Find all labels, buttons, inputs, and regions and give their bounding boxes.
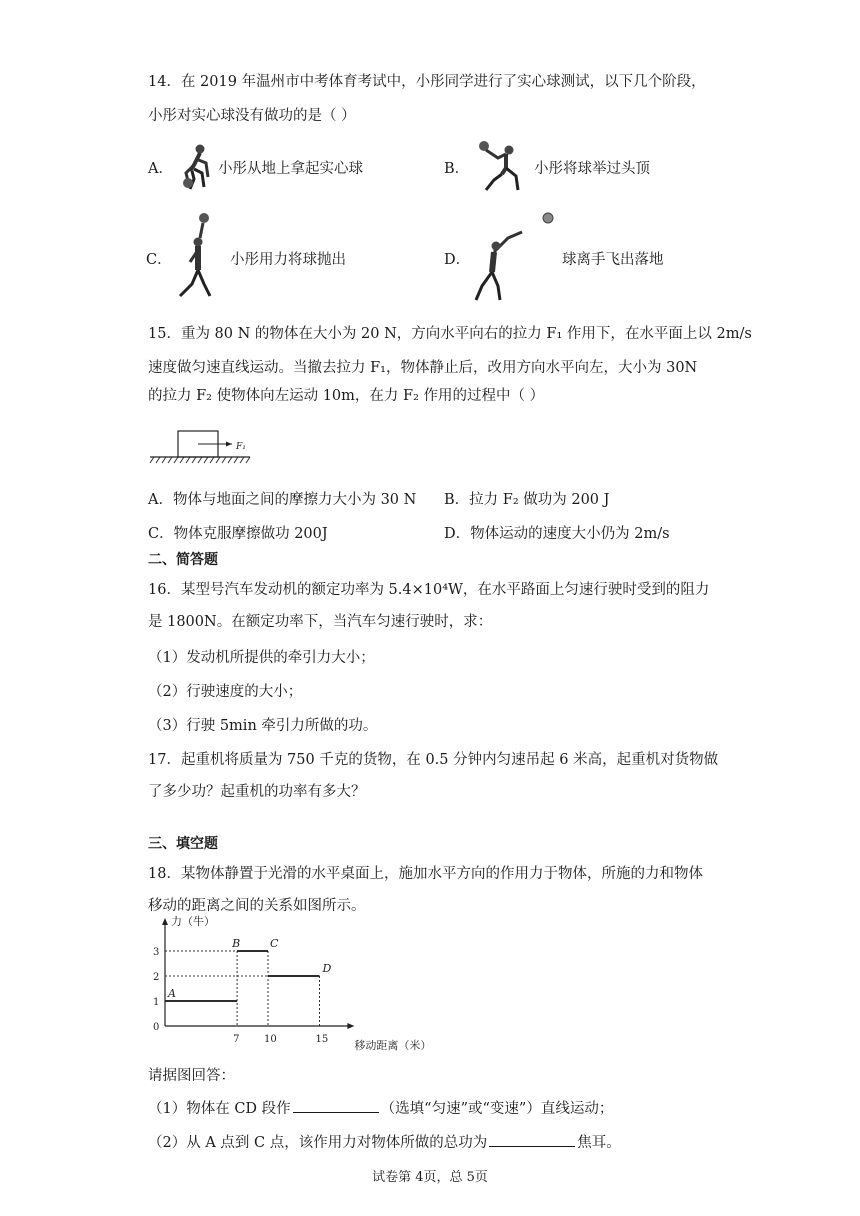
q15-stem-line1: 15．重为 80 N 的物体在大小为 20 N，方向水平向右的拉力 F₁ 作用下，在水平面上以 2m/s (148, 326, 752, 342)
q18-prompt: 请据图回答： (148, 1068, 235, 1084)
y-tick-label: 0 (153, 1022, 160, 1033)
q14-option-c-text: 小彤用力将球抛出 (230, 252, 346, 268)
q14-option-c-letter: C． (146, 252, 172, 268)
force-f1-label: F₁ (236, 442, 246, 452)
y-tick-label: 2 (153, 972, 160, 983)
q17-stem-line1: 17．起重机将质量为 750 千克的货物，在 0.5 分钟内匀速吊起 6 米高，起重机对货物做 (148, 752, 719, 768)
y-tick-label: 3 (153, 947, 160, 958)
q17-stem-line2: 了多少功？起重机的功率有多大？ (148, 784, 366, 800)
q14-option-b-text: 小彤将球举过头顶 (534, 161, 650, 177)
q15-option-d: D．物体运动的速度大小仍为 2m/s (444, 526, 670, 542)
section-heading-short-answer: 二、简答题 (148, 552, 218, 568)
q14-stem-line1: 14．在 2019 年温州市中考体育考试中，小彤同学进行了实心球测试，以下几个阶段， (148, 74, 706, 90)
section-heading-fill-blank: 三、填空题 (148, 836, 218, 852)
page-footer: 试卷第 4页，总 5页 (372, 1170, 488, 1185)
y-axis-title: 力（牛） (171, 915, 215, 928)
x-axis-arrow (347, 1023, 354, 1029)
q14-option-a-text: 小彤从地上拿起实心球 (218, 161, 363, 177)
q14-option-b-letter: B． (444, 161, 470, 177)
q18-sub2 (148, 1132, 621, 1153)
athlete-d-figure (468, 208, 558, 304)
athlete-a-figure (178, 143, 218, 191)
q18-sub2-suffix: 焦耳。 (577, 1135, 621, 1151)
force-distance-chart (140, 915, 432, 1052)
q16-sub1: （1）发动机所提供的牵引力大小； (148, 650, 375, 666)
q18-sub1-blank[interactable] (293, 1098, 379, 1113)
athlete-c-figure (172, 212, 222, 300)
q16-sub3: （3）行驶 5min 牵引力所做的功。 (148, 718, 378, 734)
y-axis-arrow (162, 918, 168, 925)
q18-stem-line2: 移动的距离之间的关系如图所示。 (148, 898, 366, 914)
point-label-c: C (270, 937, 279, 950)
q18-sub1-prefix: （1）物体在 CD 段作 (148, 1101, 291, 1117)
point-label-d: D (322, 962, 332, 975)
point-label-a: A (168, 987, 176, 1000)
q14-option-d-text: 球离手飞出落地 (562, 252, 664, 268)
q15-stem-line2: 速度做匀速直线运动。当撤去拉力 F₁，物体静止后，改用方向水平向左，大小为 30N (148, 360, 698, 376)
q16-stem-line2: 是 1800N。在额定功率下，当汽车匀速行驶时，求： (148, 614, 493, 630)
q14-stem-line2: 小彤对实心球没有做功的是（ ） (148, 108, 356, 124)
x-axis-title: 移动距离（米） (354, 1039, 432, 1052)
x-tick-label: 15 (315, 1034, 329, 1045)
q18-sub2-prefix: （2）从 A 点到 C 点，该作用力对物体所做的总功为 (148, 1135, 488, 1151)
q15-option-c: C．物体克服摩擦做功 200J (148, 526, 328, 542)
q18-sub2-blank[interactable] (489, 1132, 575, 1147)
q18-sub1 (148, 1098, 613, 1119)
q18-stem-line1: 18．某物体静置于光滑的水平桌面上，施加水平方向的作用力于物体，所施的力和物体 (148, 866, 703, 882)
athlete-b-figure (476, 140, 530, 194)
q16-sub2: （2）行驶速度的大小； (148, 684, 303, 700)
q14-option-d-letter: D． (444, 252, 471, 268)
x-tick-label: 10 (264, 1034, 277, 1045)
y-tick-label: 1 (153, 997, 160, 1008)
q14-option-a-letter: A． (148, 161, 173, 177)
block-force-diagram (150, 426, 260, 466)
q15-option-b: B．拉力 F₂ 做功为 200 J (444, 492, 610, 508)
q15-stem-line3: 的拉力 F₂ 使物体向左运动 10m，在力 F₂ 作用的过程中（ ） (148, 388, 545, 404)
q18-sub1-suffix: （选填“匀速”或“变速”）直线运动； (380, 1101, 614, 1117)
q16-stem-line1: 16．某型号汽车发动机的额定功率为 5.4×10⁴W，在水平路面上匀速行驶时受到的阻力 (148, 582, 710, 598)
x-tick-label: 7 (233, 1034, 240, 1045)
q15-option-a: A．物体与地面之间的摩擦力大小为 30 N (148, 492, 417, 508)
point-label-b: B (232, 937, 241, 950)
